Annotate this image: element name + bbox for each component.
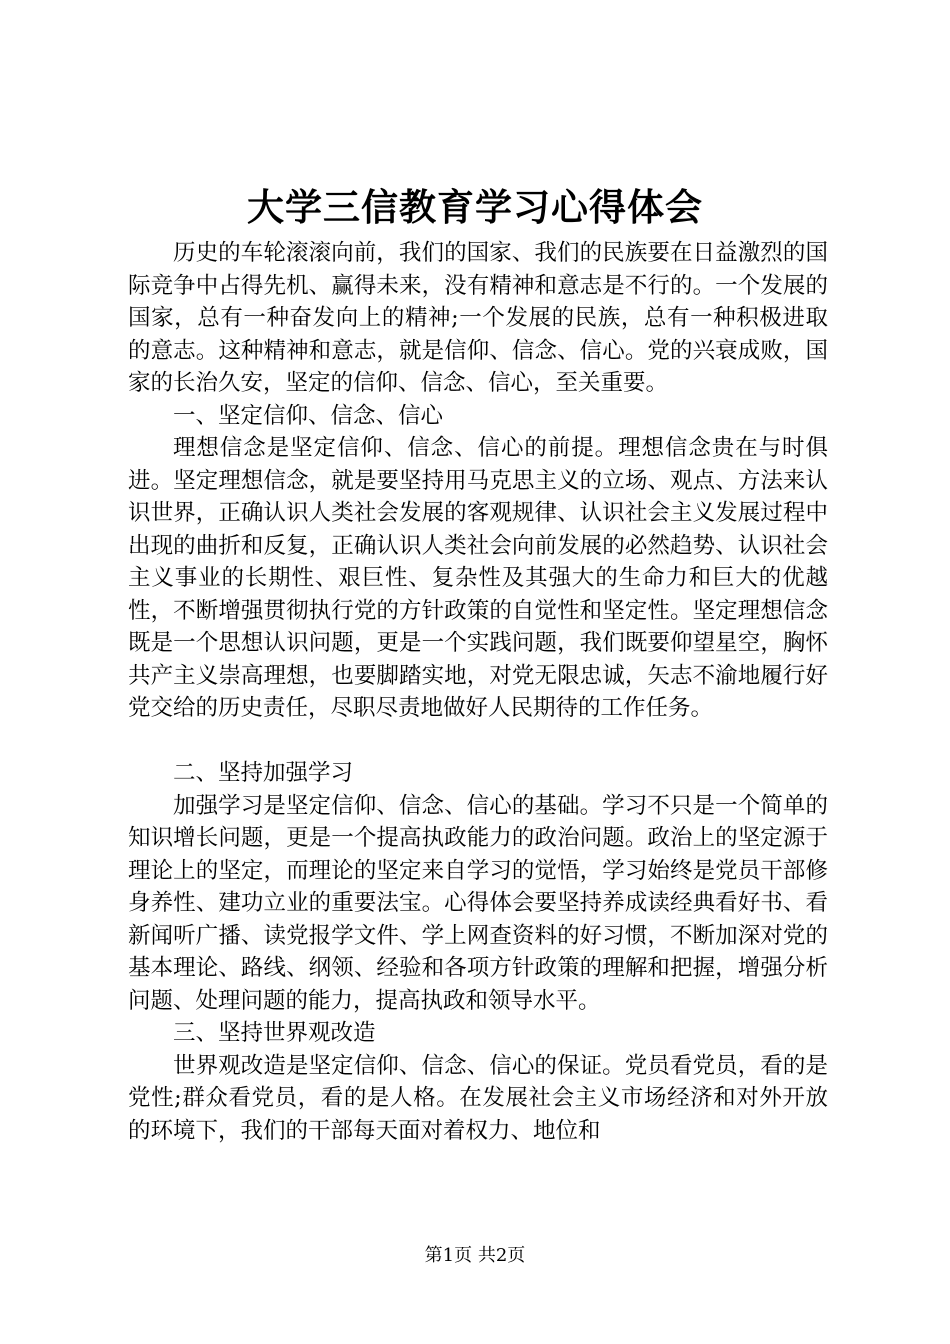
section-2-heading: 二、坚持加强学习: [173, 760, 354, 786]
paragraph-spacer: [128, 725, 828, 758]
page-footer: 第1页 共2页: [424, 1245, 526, 1266]
section-1-paragraph: 理想信念是坚定信仰、信念、信心的前提。理想信念贵在与时俱进。坚定理想信念，就是要坚持用马克思主义的立场、观点、方法来认识世界，正确认识人类社会发展的客观规律、认识社会主义发展过程中出现的曲折和反复，正确认识人类社会向前发展的必然趋势、认识社会主义事业的长期性、艰巨性、复杂性及其强大的生命力和巨大的优越性，不断增强贯彻执行党的方针政策的自觉性和坚定性。坚定理想信念既是一个思想认识问题，更是一个实践问题，我们既要仰望星空，胸怀共产主义崇高理想，也要脚踏实地，对党无限忠诚，矢志不渝地履行好党交给的历史责任，尽职尽责地做好人民期待的工作任务。: [128, 435, 828, 721]
section-1-heading: 一、坚定信仰、信念、信心: [173, 402, 444, 429]
section-3-heading: 三、坚持世界观改造: [173, 1020, 376, 1046]
document-body: [128, 237, 828, 1147]
intro-paragraph: 历史的车轮滚滚向前，我们的国家、我们的民族要在日益激烈的国际竞争中占得先机、赢得未来，没有精神和意志是不行的。一个发展的国家，总有一种奋发向上的精神;一个发展的民族，总有一种积极进取的意志。这种精神和意志，就是信仰、信念、信心。党的兴衰成败，国家的长治久安，坚定的信仰、信念、信心，至关重要。: [128, 240, 828, 396]
section-2-paragraph: 加强学习是坚定信仰、信念、信心的基础。学习不只是一个简单的知识增长问题，更是一个提高执政能力的政治问题。政治上的坚定源于理论上的坚定，而理论的坚定来自学习的觉悟，学习始终是党员干部修身养性、建功立业的重要法宝。心得体会要坚持养成读经典看好书、看新闻听广播、读党报学文件、学上网查资料的好习惯，不断加深对党的基本理论、路线、纲领、经验和各项方针政策的理解和把握，增强分析问题、处理问题的能力，提高执政和领导水平。: [128, 792, 828, 1014]
section-3-paragraph: 世界观改造是坚定信仰、信念、信心的保证。党员看党员，看的是党性;群众看党员，看的是人格。在发展社会主义市场经济和对外开放的环境下，我们的干部每天面对着权力、地位和: [128, 1052, 828, 1144]
document-title: 大学三信教育学习心得体会: [247, 185, 703, 229]
